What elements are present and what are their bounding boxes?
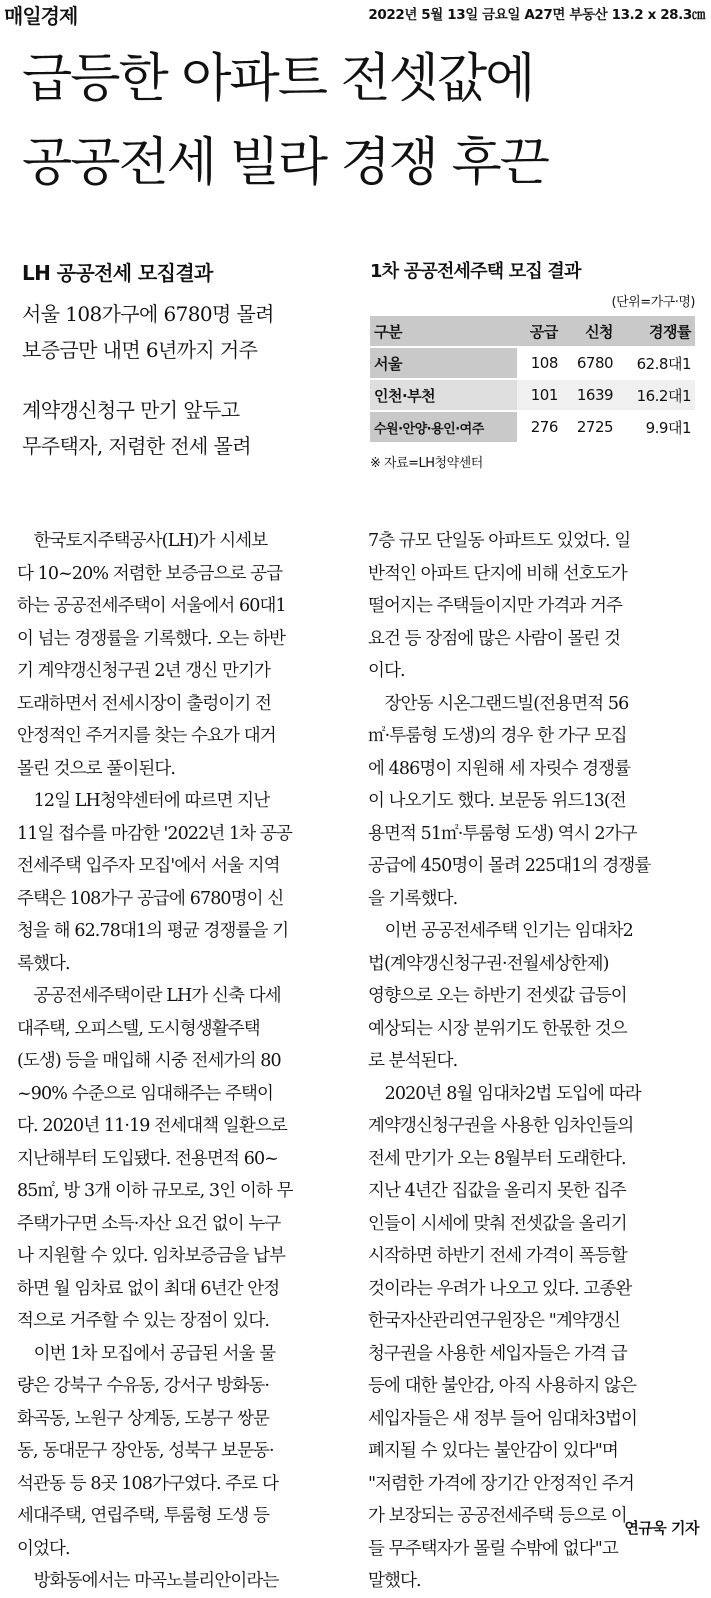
article-column-right [368,525,693,1598]
article-text-line: 주택가구면 소득·자산 요건 없이 누구 [17,1213,281,1234]
article-text-line: 몰린 것으로 풀이된다. [17,758,176,779]
article-text-line: 떨어지는 주택들이지만 가격과 거주 [368,596,623,616]
headline-line-2: 공공전세 빌라 경쟁 후끈 [22,133,548,193]
article-text-line: 도래하면서 전세시장이 출렁이기 전 [17,693,272,714]
supply-cell: 108 [517,347,562,379]
article-text-line: 11일 접수를 마감한 '2022년 1차 공공 [17,823,292,844]
table-header-row [370,316,695,347]
article-text-line: 대주택, 오피스텔, 도시형생활주택 [17,1018,260,1039]
article-text-line: "저렴한 가격에 장기간 안정적인 주거 [368,1473,634,1494]
article-text-line: 7층 규모 단일동 아파트도 있었다. 일 [368,531,631,551]
article-text-line: 용면적 51㎡·투룸형 도생) 역시 2가구 [368,823,637,844]
article-text-line: 석관동 등 8곳 108가구였다. 주로 다 [17,1473,278,1494]
article-text-line: 폐지될 수 있다는 불안감이 있다"며 [368,1441,618,1461]
article-text-line: 장안동 시온그랜드빌(전용면적 56 [368,693,629,714]
rate-cell: 16.2대1 [617,379,695,411]
article-text-line: ~90% 수준으로 임대해주는 주택이 [17,1083,274,1104]
article-text-line: 한국자산관리연구원장은 "계약갱신 [368,1311,620,1331]
article-text-line: 동, 동대문구 장안동, 성북구 보문동· [17,1441,274,1461]
headline-line-1: 급등한 아파트 전셋값에 [22,49,534,109]
article-text-line: 85㎡, 방 3개 이하 규모로, 3인 이하 무 [17,1181,293,1201]
supply-cell: 101 [517,379,562,411]
article-text-line: 이 나오기도 했다. 보문동 위드13(전 [368,791,626,811]
article-text-line: 하면 월 임차료 없이 최대 6년간 안정 [17,1278,280,1299]
article-text-line: 영향으로 오는 하반기 전셋값 급등이 [368,986,627,1006]
article-text-line: 량은 강북구 수유동, 강서구 방화동· [17,1376,270,1396]
apply-cell: 2725 [562,411,617,443]
article-text-line: 안정적인 주거지를 찾는 수요가 대거 [17,726,276,746]
header-cell: 구분 [370,316,517,347]
byline: 연규욱 기자 [624,1519,699,1537]
apply-cell: 6780 [562,347,617,379]
article-text-line: 공공전세주택이란 LH가 신축 다세 [17,986,281,1006]
article-text-line: 이 넘는 경쟁률을 기록했다. 오는 하반 [17,628,286,649]
article-text-line: 나 지원할 수 있다. 임차보증금을 납부 [17,1246,286,1266]
supply-cell: 276 [517,411,562,443]
article-text-line: 다 10~20% 저렴한 보증금으로 공급 [17,563,283,584]
region-cell: 서울 [370,347,517,379]
article-text-line: 들 무주택자가 몰릴 수밖에 없다"고 [368,1538,618,1559]
table-unit: (단위=가구·명) [611,295,695,310]
article-text-line: 것이라는 우려가 나오고 있다. 고종완 [368,1278,632,1299]
article-text-line: 화곡동, 노원구 상계동, 도봉구 쌍문 [17,1408,270,1429]
table-row [370,379,695,411]
article-text-line: 지난 4년간 집값을 올리지 못한 집주 [368,1181,626,1201]
region-cell: 수원·안양·용인·여주 [370,411,517,443]
article-text-line: 다. 2020년 11·19 전세대책 일환으로 [17,1116,287,1136]
article-text-line: 이번 공공전세주택 인기는 임대차2 [368,921,633,941]
article-text-line: 예상되는 시장 분위기도 한몫한 것으 [368,1018,627,1039]
article-text-line: 이었다. [17,1538,70,1559]
article-text-line: ㎡·투룸형 도생)의 경우 한 가구 모집 [368,726,627,746]
article-text-line: 청을 해 62.78대1의 평균 경쟁률을 기 [17,921,289,941]
article-text-line: 공급에 450명이 몰려 225대1의 경쟁률 [368,856,651,876]
article-text-line: 법(계약갱신청구권·전월세상한제) [368,953,609,974]
article-text-line: 을 기록했다. [368,888,458,909]
article-text-line: 로 분석된다. [368,1051,458,1071]
table-title: 1차 공공전세주택 모집 결과 [370,261,581,282]
article-text-line: 한국토지주택공사(LH)가 시세보 [17,531,268,551]
rate-cell: 9.9대1 [617,411,695,443]
masthead [0,0,711,26]
results-table [370,316,695,444]
article-text-line: 주택은 108가구 공급에 6780명이 신 [17,888,284,909]
article-text-line: 이다. [368,661,405,681]
subheadline-box [22,257,348,464]
apply-cell: 1639 [562,379,617,411]
region-cell: 인천·부천 [370,379,517,411]
subheadline-line: 무주택자, 저렴한 전세 몰려 [22,434,251,458]
newspaper-name: 매일경제 [4,4,78,28]
subheadline-line: 계약갱신청구 만기 앞두고 [22,398,240,422]
subheadline-line: 보증금만 내면 6년까지 거주 [22,338,258,362]
article-text-line: 요건 등 장점에 많은 사람이 몰린 것 [368,628,621,649]
article-text-line: 적으로 거주할 수 있는 장점이 있다. [17,1311,270,1331]
rate-cell: 62.8대1 [617,347,695,379]
article-text-line: 지난해부터 도입됐다. 전용면적 60~ [17,1148,278,1169]
article-column-left [17,525,342,1598]
table-source: ※ 자료=LH청약센터 [370,456,483,471]
article-text-line: 인들이 시세에 맞춰 전셋값을 올리기 [368,1213,627,1234]
article-text-line: 세대주택, 연립주택, 투룸형 도생 등 [17,1506,270,1526]
publication-meta: 2022년 5월 13일 금요일 A27면 부동산 13.2 x 28.3㎝ [368,7,705,23]
header-cell: 공급 [517,316,562,347]
article-text-line: 방화동에서는 마곡노블리안이라는 [17,1571,279,1591]
header-cell: 경쟁률 [617,316,695,347]
article-text-line: 등에 대한 불안감, 아직 사용하지 않은 [368,1376,637,1396]
header-cell: 신청 [562,316,617,347]
article-text-line: 2020년 8월 임대차2법 도입에 따라 [368,1083,641,1104]
article-text-line: 록했다. [17,953,70,974]
article-text-line: 전세주택 입주자 모집'에서 서울 지역 [17,856,280,876]
article-text-line: 시작하면 하반기 전세 가격이 폭등할 [368,1246,627,1266]
article-text-line: (도생) 등을 매입해 시중 전세가의 80 [17,1051,281,1071]
article-text-line: 전세 만기가 오는 8월부터 도래한다. [368,1148,626,1169]
subheadline-line: 서울 108가구에 6780명 몰려 [22,302,274,326]
article-text-line: 청구권을 사용한 세입자들은 가격 급 [368,1343,627,1364]
article-text-line: 에 486명이 지원해 세 자릿수 경쟁률 [368,758,631,779]
article-text-line: 이번 1차 모집에서 공급된 서울 물 [17,1343,276,1364]
results-table-box [370,257,695,471]
table-row [370,411,695,443]
article-text-line: 가 보장되는 공공전세주택 등으로 이 [368,1506,627,1526]
subheadline-title: LH 공공전세 모집결과 [22,261,213,285]
article-text-line: 12일 LH청약센터에 따르면 지난 [17,791,270,811]
article-text-line: 반적인 아파트 단지에 비해 선호도가 [368,563,627,584]
article-text-line: 하는 공공전세주택이 서울에서 60대1 [17,596,286,616]
article-text-line: 말했다. [368,1571,421,1591]
article-text-line: 기 계약갱신청구권 2년 갱신 만기가 [17,661,270,681]
table-row [370,347,695,379]
article-text-line: 세입자들은 새 정부 들어 임대차3법이 [368,1408,637,1429]
article-text-line: 계약갱신청구권을 사용한 임차인들의 [368,1116,634,1136]
